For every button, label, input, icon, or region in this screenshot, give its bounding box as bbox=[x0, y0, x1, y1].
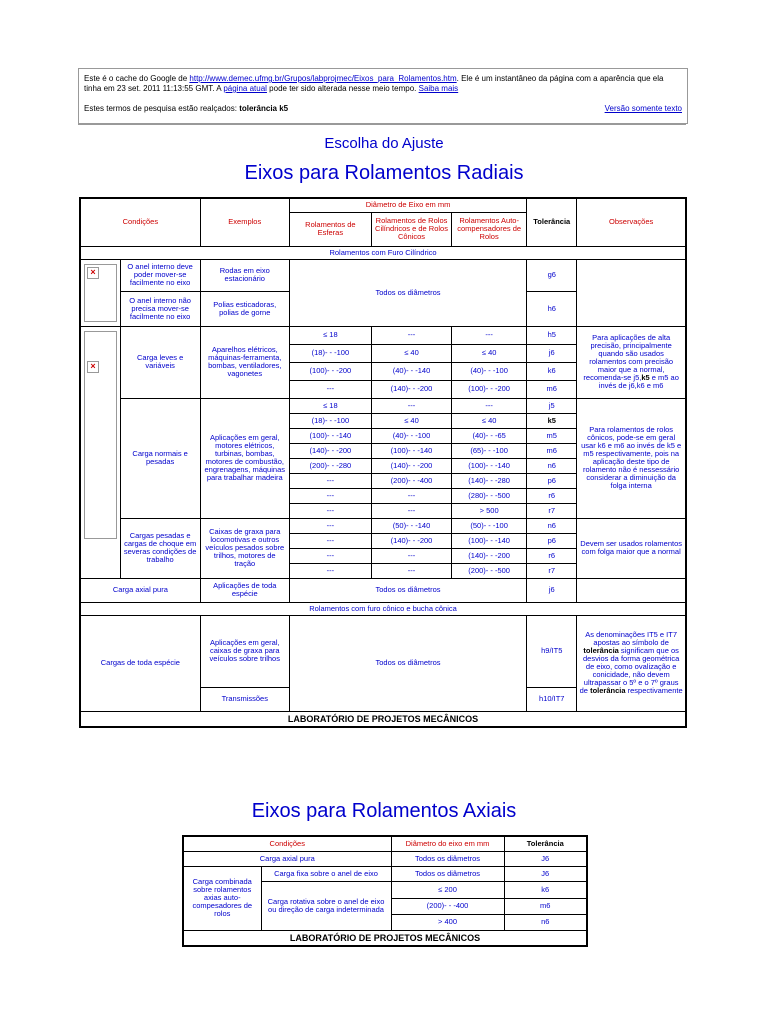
choque-esferas: --- bbox=[289, 563, 371, 578]
normais-auto: > 500 bbox=[452, 503, 527, 518]
choque-auto: (50)- - -100 bbox=[452, 518, 527, 533]
choque-tol: r7 bbox=[527, 563, 577, 578]
choque-auto: (200)- - -500 bbox=[452, 563, 527, 578]
leves-auto: (100)- - -200 bbox=[452, 380, 527, 398]
header-exemplos: Exemplos bbox=[200, 198, 289, 246]
obs-normais: Para rolamentos de rolos cônicos, pode-se em geral usar k6 e m6 ao invés de k5 e m5 respectivamente, pois na aplicação deste tipo de rolamento não é nessessário considerar a diminuição da folga interna bbox=[577, 398, 686, 518]
leves-auto: (40)- - -100 bbox=[452, 362, 527, 380]
axial-cond-pura: Carga axial pura bbox=[183, 851, 391, 866]
cond-toda-especie: Cargas de toda espécie bbox=[80, 615, 200, 711]
normais-tol: r6 bbox=[527, 488, 577, 503]
axial-header-condicoes: Condições bbox=[183, 836, 391, 851]
radial-title: Eixos para Rolamentos Radiais bbox=[244, 162, 524, 184]
todos-diametros-2: Todos os diâmetros bbox=[289, 578, 526, 602]
search-terms-label: Estes termos de pesquisa estão realçados: bbox=[84, 104, 240, 113]
normais-rolos: (100)- - -140 bbox=[371, 443, 451, 458]
normais-rolos: ≤ 40 bbox=[371, 413, 451, 428]
header-diametro: Diâmetro de Eixo em mm bbox=[289, 198, 526, 212]
todos-diametros-1: Todos os diâmetros bbox=[289, 259, 526, 326]
axial-cond-rotativa: Carga rotativa sobre o anel de eixo ou direção de carga indeterminada bbox=[261, 881, 391, 930]
search-terms-notice bbox=[84, 104, 288, 114]
ex-normais: Aplicações em geral, motores elétricos, turbinas, bombas, motores de combustão, engrenagens, máquinas para trabalhar madeira bbox=[200, 398, 289, 518]
leves-rolos: (140)- - -200 bbox=[371, 380, 451, 398]
choque-rolos: (50)- - -140 bbox=[371, 518, 451, 533]
obs-it-tol2: tolerância bbox=[590, 686, 626, 695]
axial-header-diametro: Diâmetro do eixo em mm bbox=[391, 836, 504, 851]
radial-footer: LABORATÓRIO DE PROJETOS MECÂNICOS bbox=[80, 711, 686, 727]
obs-it-text-c: respectivamente bbox=[625, 686, 683, 695]
axial-header-tolerancia: Tolerância bbox=[504, 836, 587, 851]
obs-it-text-b: significam que os desvios da forma geométrica de eixo, como ovalização e conicidade, não devem ultrapassar o 5º e o 7º graus de bbox=[579, 646, 680, 695]
normais-esferas: --- bbox=[289, 488, 371, 503]
choque-esferas: --- bbox=[289, 548, 371, 563]
header-condicoes: Condições bbox=[80, 198, 200, 246]
obs-it-tol: tolerância bbox=[583, 646, 619, 655]
cache-banner bbox=[78, 68, 688, 124]
broken-image-icon: × bbox=[87, 361, 99, 373]
normais-esferas: --- bbox=[289, 503, 371, 518]
cache-text-c: pode ter sido alterada nesse meio tempo. bbox=[266, 84, 419, 93]
image-cell-1 bbox=[80, 259, 120, 326]
choque-auto: (100)- - -140 bbox=[452, 533, 527, 548]
radial-table bbox=[79, 197, 687, 728]
obs-it-text-a: As denominações IT5 e IT7 apostas ao símbolo de bbox=[585, 630, 677, 647]
normais-auto: ≤ 40 bbox=[452, 413, 527, 428]
choque-auto: (140)- - -200 bbox=[452, 548, 527, 563]
normais-esferas: (18)- - -100 bbox=[289, 413, 371, 428]
normais-esferas: (200)- - -280 bbox=[289, 458, 371, 473]
normais-rolos: (200)- - -400 bbox=[371, 473, 451, 488]
axial-footer: LABORATÓRIO DE PROJETOS MECÂNICOS bbox=[183, 930, 587, 946]
normais-auto: (140)- - -280 bbox=[452, 473, 527, 488]
cond-normais: Carga normais e pesadas bbox=[120, 398, 200, 518]
choque-rolos: (140)- - -200 bbox=[371, 533, 451, 548]
normais-rolos: --- bbox=[371, 398, 451, 413]
leves-tol: k6 bbox=[527, 362, 577, 380]
normais-tol: m5 bbox=[527, 428, 577, 443]
axial-title: Eixos para Rolamentos Axiais bbox=[251, 800, 517, 822]
axial-tol-rot: k6 bbox=[504, 881, 587, 898]
header-auto-compensadores: Rolamentos Auto-compensadores de Rolos bbox=[452, 212, 527, 246]
axial-diam-rot: ≤ 200 bbox=[391, 881, 504, 898]
normais-tol: n6 bbox=[527, 458, 577, 473]
cond-choque: Cargas pesadas e cargas de choque em severas condições de trabalho bbox=[120, 518, 200, 578]
normais-auto: (65)- - -100 bbox=[452, 443, 527, 458]
leves-auto: ≤ 40 bbox=[452, 344, 527, 362]
normais-tol: r7 bbox=[527, 503, 577, 518]
choque-tol: n6 bbox=[527, 518, 577, 533]
obs-leves bbox=[577, 326, 686, 398]
axial-tol-fixa: J6 bbox=[504, 866, 587, 881]
axial-diam-rot: (200)- - -400 bbox=[391, 898, 504, 914]
axial-tol-rot: m6 bbox=[504, 898, 587, 914]
learn-more-link[interactable]: Saiba mais bbox=[418, 84, 459, 93]
leves-rolos: --- bbox=[371, 326, 451, 344]
ex-axial-pura: Aplicações de toda espécie bbox=[200, 578, 289, 602]
tol-axial-j6: j6 bbox=[527, 578, 577, 602]
divider bbox=[78, 124, 686, 125]
obs-empty-2 bbox=[577, 578, 686, 602]
leves-rolos: (40)- - -140 bbox=[371, 362, 451, 380]
choque-tol: r6 bbox=[527, 548, 577, 563]
choque-tol: p6 bbox=[527, 533, 577, 548]
ex-transmissoes: Transmissões bbox=[200, 687, 289, 711]
obs-leves-text-b: e m5 ao invés de j6,k6 e m6 bbox=[598, 373, 679, 390]
todos-diametros-3: Todos os diâmetros bbox=[289, 615, 526, 711]
obs-empty-1 bbox=[577, 259, 686, 326]
cache-notice bbox=[84, 74, 682, 94]
normais-rolos: --- bbox=[371, 503, 451, 518]
section-furo-conico: Rolamentos com furo cônico e bucha cônica bbox=[80, 602, 686, 615]
normais-tol: m6 bbox=[527, 443, 577, 458]
text-only-link[interactable]: Versão somente texto bbox=[604, 104, 682, 113]
current-page-link[interactable]: página atual bbox=[223, 84, 267, 93]
normais-auto: (100)- - -140 bbox=[452, 458, 527, 473]
obs-leves-k5: k5 bbox=[641, 373, 650, 382]
normais-auto: (40)- - -65 bbox=[452, 428, 527, 443]
normais-esferas: (100)- - -140 bbox=[289, 428, 371, 443]
choque-esferas: --- bbox=[289, 518, 371, 533]
axial-tol-pura: J6 bbox=[504, 851, 587, 866]
normais-esferas: (140)- - -200 bbox=[289, 443, 371, 458]
tol-h9-it5: h9/IT5 bbox=[527, 615, 577, 687]
axial-cond-fixa: Carga fixa sobre o anel de eixo bbox=[261, 866, 391, 881]
leves-auto: --- bbox=[452, 326, 527, 344]
tol-h10-it7: h10/IT7 bbox=[527, 687, 577, 711]
ex-leves: Aparelhos elétricos, máquinas-ferramenta, bombas, ventiladores, vagonetes bbox=[200, 326, 289, 398]
image-cell-2 bbox=[80, 326, 120, 578]
choque-rolos: --- bbox=[371, 563, 451, 578]
cond-nao-mover: O anel interno não precisa mover-se facilmente no eixo bbox=[120, 291, 200, 326]
cached-url-link[interactable]: http://www.demec.ufmg.br/Grupos/labprojmec/Eixos_para_Rolamentos.htm bbox=[189, 74, 457, 83]
tol-h6: h6 bbox=[527, 291, 577, 326]
axial-diam-fixa: Todos os diâmetros bbox=[391, 866, 504, 881]
ex-rodas: Rodas em eixo estacionário bbox=[200, 259, 289, 291]
leves-esferas: ≤ 18 bbox=[289, 326, 371, 344]
normais-rolos: (140)- - -200 bbox=[371, 458, 451, 473]
normais-tol: j5 bbox=[527, 398, 577, 413]
header-tolerancia: Tolerância bbox=[527, 198, 577, 246]
header-rolos-cilindricos: Rolamentos de Rolos Cilíndricos e de Rolos Cônicos bbox=[371, 212, 451, 246]
search-terms-value: tolerância k5 bbox=[239, 104, 289, 113]
leves-esferas: --- bbox=[289, 380, 371, 398]
leves-tol: m6 bbox=[527, 380, 577, 398]
section-furo-cilindrico: Rolamentos com Furo Cilíndrico bbox=[80, 246, 686, 259]
leves-tol: h5 bbox=[527, 326, 577, 344]
broken-image-icon: × bbox=[87, 267, 99, 279]
cache-text-b: . Ele é um instantâneo da página com a aparência que ela tinha em 23 set. 2011 11:13:55 GMT. A bbox=[84, 74, 664, 93]
leves-esferas: (100)- - -200 bbox=[289, 362, 371, 380]
leves-rolos: ≤ 40 bbox=[371, 344, 451, 362]
cond-axial-pura: Carga axial pura bbox=[80, 578, 200, 602]
axial-tol-rot: n6 bbox=[504, 914, 587, 930]
cond-leves: Carga leves e variáveis bbox=[120, 326, 200, 398]
ex-choque: Caixas de graxa para locomotivas e outros veículos pesados sobre trilhos, motores de tração bbox=[200, 518, 289, 578]
axial-diam-rot: > 400 bbox=[391, 914, 504, 930]
header-esferas: Rolamentos de Esferas bbox=[289, 212, 371, 246]
normais-esferas: --- bbox=[289, 473, 371, 488]
normais-auto: (280)- - -500 bbox=[452, 488, 527, 503]
page-subtitle: Escolha do Ajuste bbox=[324, 135, 444, 152]
normais-auto: --- bbox=[452, 398, 527, 413]
leves-tol: j6 bbox=[527, 344, 577, 362]
leves-esferas: (18)- - -100 bbox=[289, 344, 371, 362]
normais-esferas: ≤ 18 bbox=[289, 398, 371, 413]
choque-rolos: --- bbox=[371, 548, 451, 563]
obs-choque: Devem ser usados rolamentos com folga maior que a normal bbox=[577, 518, 686, 578]
normais-tol-k5: k5 bbox=[527, 413, 577, 428]
ex-toda-especie: Aplicações em geral, caixas de graxa para veículos sobre trilhos bbox=[200, 615, 289, 687]
normais-rolos: --- bbox=[371, 488, 451, 503]
normais-tol: p6 bbox=[527, 473, 577, 488]
axial-cond-combinada: Carga combinada sobre rolamentos axias auto-compesadores de rolos bbox=[183, 866, 261, 930]
choque-esferas: --- bbox=[289, 533, 371, 548]
cond-mover: O anel interno deve poder mover-se facilmente no eixo bbox=[120, 259, 200, 291]
axial-diam-pura: Todos os diâmetros bbox=[391, 851, 504, 866]
ex-polias: Polias esticadoras, polias de gorne bbox=[200, 291, 289, 326]
header-observacoes: Observações bbox=[577, 198, 686, 246]
obs-leves-text: Para aplicações de alta precisão, principalmente quando são usados rolamentos com precisão maior que a normal, recomenda-se j5, bbox=[583, 333, 674, 382]
obs-it bbox=[577, 615, 686, 711]
normais-rolos: (40)- - -100 bbox=[371, 428, 451, 443]
cache-text-a: Este é o cache do Google de bbox=[84, 74, 190, 83]
tol-g6: g6 bbox=[527, 259, 577, 291]
axial-table bbox=[182, 835, 588, 947]
